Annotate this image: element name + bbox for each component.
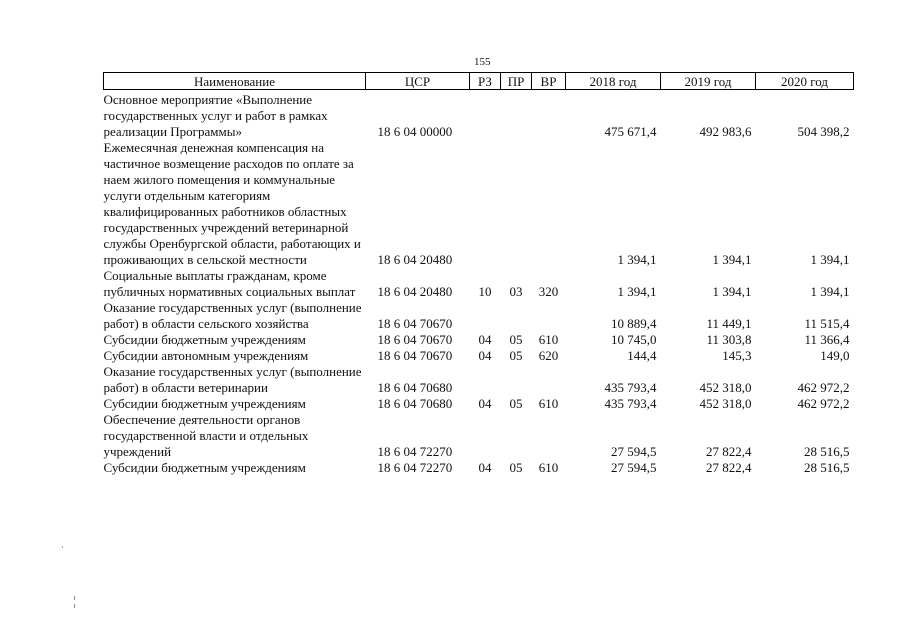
row-2018: 435 793,4 [604, 396, 657, 411]
row-2019: 1 394,1 [712, 252, 752, 267]
table-row [104, 364, 854, 396]
row-rz [470, 412, 501, 460]
row-2020: 11 515,4 [804, 316, 850, 331]
row-csr: 18 6 04 70680 [377, 380, 453, 395]
row-pr [501, 140, 532, 268]
budget-table [103, 72, 854, 476]
row-2019: 492 983,6 [699, 124, 752, 139]
header-2020: 2020 год [756, 73, 854, 90]
row-vr: 320 [538, 284, 559, 299]
row-csr: 18 6 04 20480 [377, 284, 453, 299]
row-2019: 27 822,4 [706, 460, 752, 475]
table-row [104, 348, 854, 364]
row-2018: 435 793,4 [604, 380, 657, 395]
row-2018: 144,4 [627, 348, 657, 363]
table-row [104, 140, 854, 268]
row-csr: 18 6 04 70670 [377, 332, 453, 347]
row-pr: 05 [509, 332, 523, 347]
row-2018: 475 671,4 [604, 124, 657, 139]
row-vr [532, 364, 566, 396]
row-2018: 1 394,1 [617, 252, 657, 267]
header-2019: 2019 год [661, 73, 756, 90]
table-row [104, 268, 854, 300]
row-2020: 28 516,5 [804, 444, 850, 459]
row-2018: 27 594,5 [611, 444, 657, 459]
row-name: Субсидии бюджетным учреждениям [103, 332, 306, 347]
row-pr: 05 [509, 396, 523, 411]
table-row [104, 396, 854, 412]
row-name: Обеспечение деятельности органов государственной власти и отдельных учреждений [103, 412, 309, 459]
row-csr: 18 6 04 72270 [377, 460, 453, 475]
row-csr: 18 6 04 20480 [377, 252, 453, 267]
row-vr: 610 [538, 396, 559, 411]
row-vr: 610 [538, 460, 559, 475]
row-pr: 03 [509, 284, 523, 299]
row-2019: 11 303,8 [706, 332, 752, 347]
row-csr: 18 6 04 70670 [377, 316, 453, 331]
row-name: Оказание государственных услуг (выполнение работ) в области ветеринарии [103, 364, 362, 395]
table-header-row [104, 73, 854, 90]
row-name: Ежемесячная денежная компенсация на частичное возмещение расходов по оплате за наем жилого помещения и коммунальные услуги отдельным категориям квалифицированных работников областных государственных учреждений ветеринарной службы Оренбургской области, работающих и проживающих в сельской местности [103, 140, 361, 267]
row-2018: 27 594,5 [611, 460, 657, 475]
row-vr: 620 [538, 348, 559, 363]
row-name: Субсидии бюджетным учреждениям [103, 460, 306, 475]
row-rz: 04 [478, 460, 492, 475]
row-2019: 11 449,1 [706, 316, 752, 331]
row-csr: 18 6 04 72270 [377, 444, 453, 459]
row-name: Социальные выплаты гражданам, кроме публичных нормативных социальных выплат [103, 268, 356, 299]
row-2019: 452 318,0 [699, 396, 752, 411]
row-vr [532, 140, 566, 268]
header-rz: РЗ [470, 73, 501, 90]
row-2020: 1 394,1 [810, 284, 850, 299]
row-2019: 145,3 [722, 348, 752, 363]
row-rz [470, 140, 501, 268]
header-vr: ВР [532, 73, 566, 90]
header-name: Наименование [104, 73, 366, 90]
scan-artifact [62, 546, 63, 548]
row-pr: 05 [509, 460, 523, 475]
row-pr [501, 90, 532, 141]
margin-mark [74, 604, 75, 608]
row-2019: 1 394,1 [712, 284, 752, 299]
row-rz: 04 [478, 396, 492, 411]
row-2018: 10 889,4 [611, 316, 657, 331]
table-row [104, 300, 854, 332]
row-2020: 462 972,2 [797, 396, 850, 411]
row-pr [501, 300, 532, 332]
header-csr: ЦСР [366, 73, 470, 90]
row-vr [532, 90, 566, 141]
row-2018: 10 745,0 [611, 332, 657, 347]
row-pr: 05 [509, 348, 523, 363]
row-2020: 149,0 [820, 348, 850, 363]
row-name: Субсидии бюджетным учреждениям [103, 396, 306, 411]
row-rz [470, 364, 501, 396]
row-2020: 28 516,5 [804, 460, 850, 475]
row-rz [470, 300, 501, 332]
margin-mark [74, 596, 75, 600]
row-name: Основное мероприятие «Выполнение государственных услуг и работ в рамках реализации Программы» [103, 92, 328, 139]
row-pr [501, 412, 532, 460]
row-2020: 11 366,4 [804, 332, 850, 347]
page-number: 155 [474, 56, 491, 68]
row-pr [501, 364, 532, 396]
header-2018: 2018 год [566, 73, 661, 90]
table-row [104, 332, 854, 348]
row-2018: 1 394,1 [617, 284, 657, 299]
table-row [104, 90, 854, 141]
header-pr: ПР [501, 73, 532, 90]
row-rz: 04 [478, 332, 492, 347]
row-rz: 04 [478, 348, 492, 363]
table-row [104, 460, 854, 476]
row-vr [532, 412, 566, 460]
row-csr: 18 6 04 00000 [377, 124, 453, 139]
row-vr: 610 [538, 332, 559, 347]
row-csr: 18 6 04 70670 [377, 348, 453, 363]
row-2020: 462 972,2 [797, 380, 850, 395]
row-2019: 452 318,0 [699, 380, 752, 395]
row-csr: 18 6 04 70680 [377, 396, 453, 411]
row-2019: 27 822,4 [706, 444, 752, 459]
row-2020: 1 394,1 [810, 252, 850, 267]
row-name: Субсидии автономным учреждениям [103, 348, 309, 363]
row-rz: 10 [478, 284, 492, 299]
table-row [104, 412, 854, 460]
row-name: Оказание государственных услуг (выполнение работ) в области сельского хозяйства [103, 300, 362, 331]
row-rz [470, 90, 501, 141]
row-vr [532, 300, 566, 332]
row-2020: 504 398,2 [797, 124, 850, 139]
